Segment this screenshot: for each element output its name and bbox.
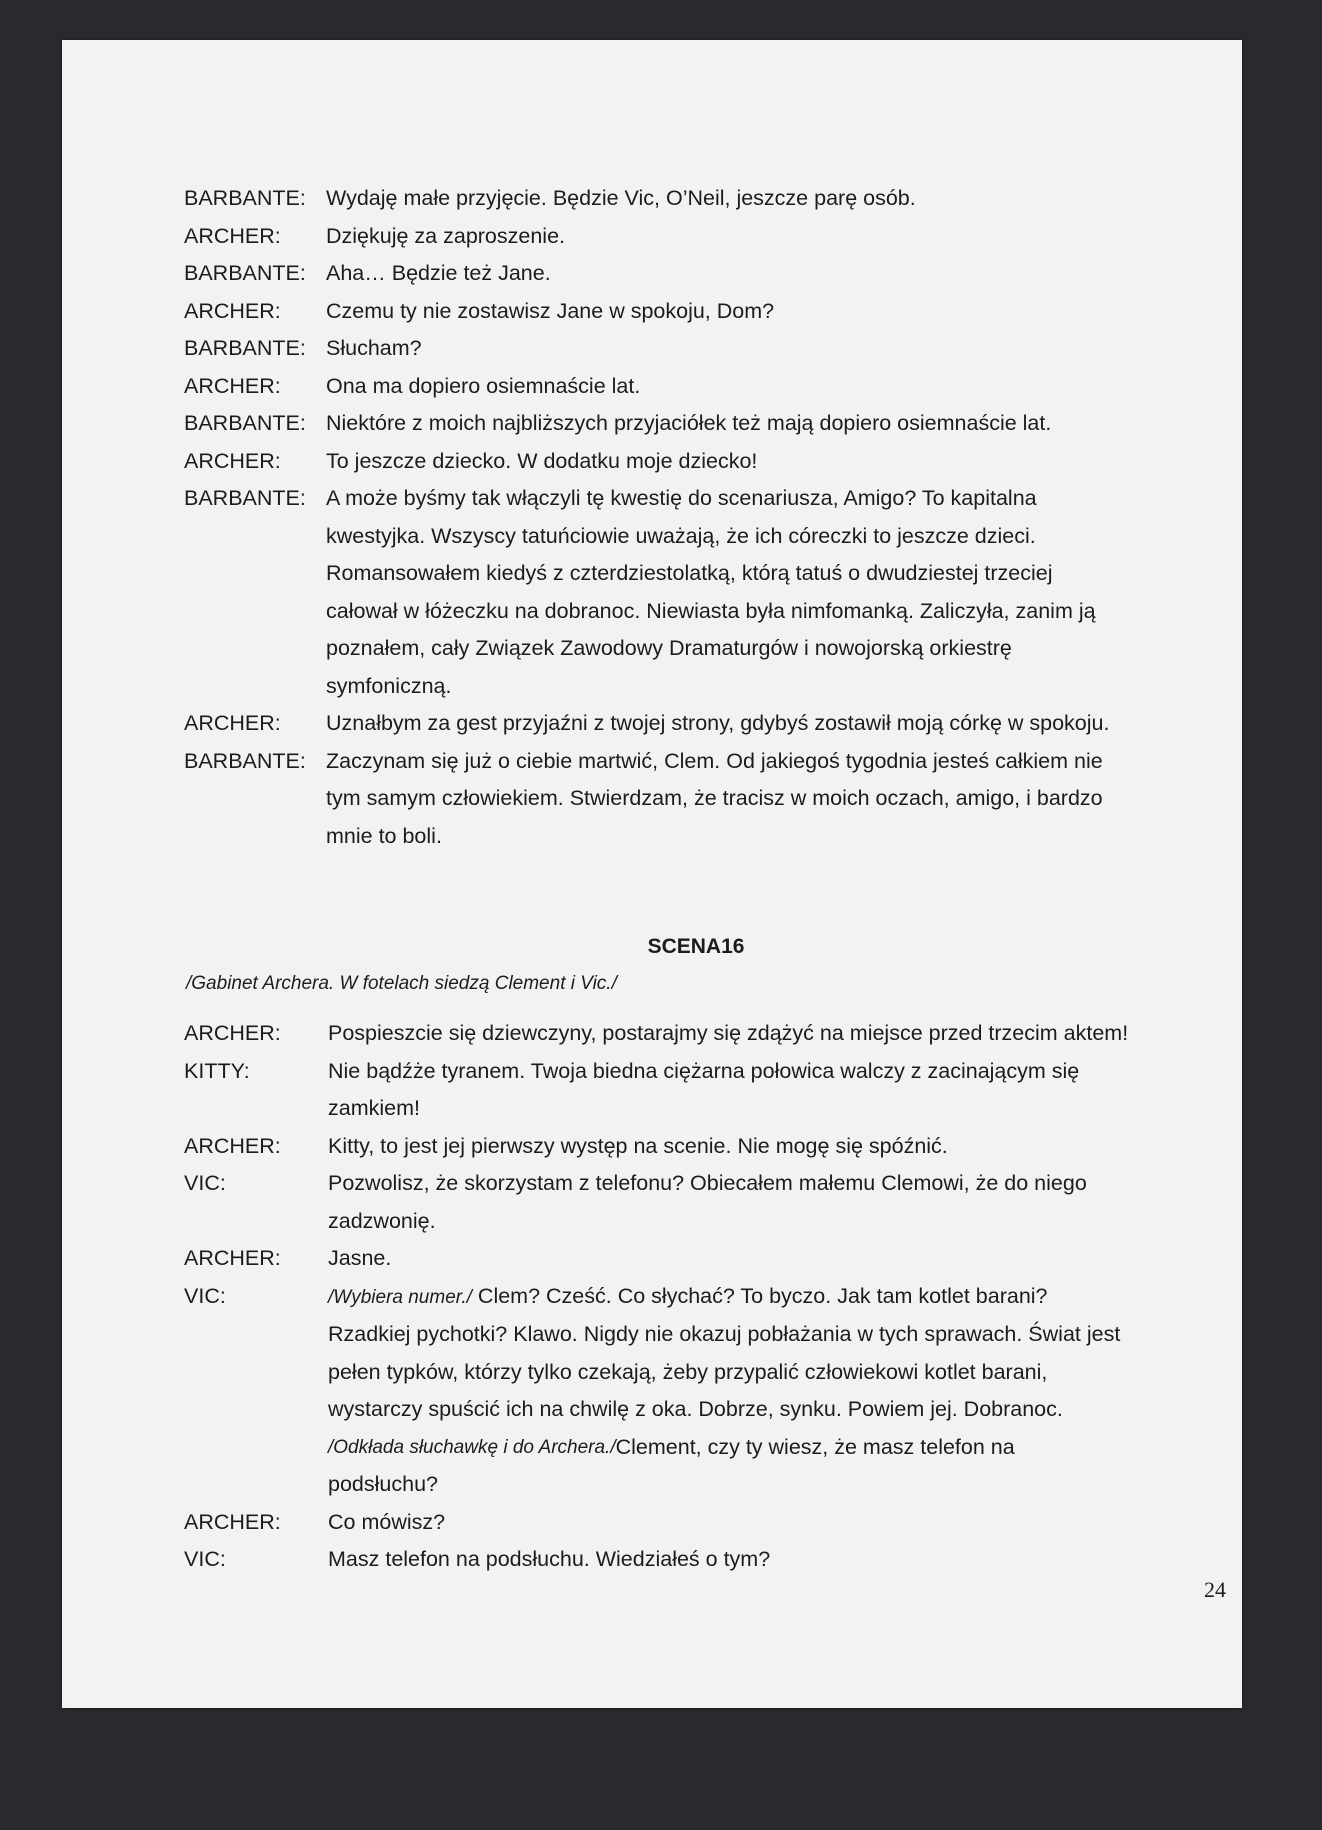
dialogue-text: wystarczy spuścić ich na chwilę z oka. Dobrze, synku. Powiem jej. Dobranoc.: [328, 1397, 1063, 1421]
speaker-name: ARCHER:: [184, 1246, 281, 1270]
dialogue-text: Jasne.: [328, 1246, 392, 1270]
dialogue-text: poznałem, cały Związek Zawodowy Dramaturgów i nowojorską orkiestrę: [326, 636, 1012, 660]
dialogue-text: zamkiem!: [328, 1096, 420, 1120]
speaker-name: ARCHER:: [184, 223, 281, 248]
dialogue-text: Romansowałem kiedyś z czterdziestolatką, którą tatuś o dwudziestej trzeciej: [326, 561, 1053, 585]
speaker-name: ARCHER:: [184, 373, 281, 398]
speaker-name: KITTY:: [184, 1058, 250, 1083]
dialogue-line: [184, 1278, 1144, 1317]
dialogue-text: kwestyjka. Wszyscy tatuńciowie uważają, że ich córeczki to jeszcze dzieci.: [326, 523, 1036, 548]
speaker-name: ARCHER:: [184, 1021, 281, 1045]
dialogue-line: [184, 255, 1144, 293]
dialogue-line: [184, 1015, 1144, 1053]
dialogue-text: Pozwolisz, że skorzystam z telefonu? Obiecałem małemu Clemowi, że do niego: [328, 1171, 1087, 1195]
dialogue-text: całował w łóżeczku na dobranoc. Niewiasta była nimfomanką. Zaliczyła, zanim ją: [326, 598, 1096, 623]
dialogue-text: Nie bądźże tyranem. Twoja biedna ciężarna połowica walczy z zacinającym się: [328, 1058, 1080, 1083]
dialogue-text: To jeszcze dziecko. W dodatku moje dziecko!: [326, 448, 758, 473]
dialogue-text: Co mówisz?: [328, 1509, 446, 1534]
dialogue-text: Słucham?: [326, 336, 422, 360]
dialogue-text: Kitty, to jest jej pierwszy występ na scenie. Nie mogę się spóźnić.: [328, 1133, 948, 1158]
dialogue-line: [184, 1240, 1144, 1278]
speaker-name: BARBANTE:: [184, 486, 306, 510]
dialogue-line: [184, 1165, 1144, 1203]
dialogue-text: Uznałbym za gest przyjaźni z twojej strony, gdybyś zostawił moją córkę w spokoju.: [326, 711, 1110, 735]
dialogue-line: [184, 443, 1144, 481]
inline-stage-direction: /Wybiera numer./: [328, 1286, 472, 1308]
speaker-name: BARBANTE:: [184, 261, 306, 285]
scene-heading-text: SCENA16: [647, 935, 745, 958]
speaker-name: VIC:: [184, 1283, 226, 1308]
dialogue-fragment: Clem? Cześć. Co słychać? To byczo. Jak tam kotlet barani?: [471, 1283, 1048, 1308]
page-number: 24: [1204, 1577, 1226, 1602]
dialogue-text: pełen typków, którzy tylko czekają, żeby przypalić człowiekowi kotlet barani,: [328, 1359, 1048, 1384]
dialogue-text: A może byśmy tak włączyli tę kwestię do scenariusza, Amigo? To kapitalna: [326, 486, 1037, 510]
dialogue-line: [184, 1128, 1144, 1166]
dialogue-text: Czemu ty nie zostawisz Jane w spokoju, Dom?: [326, 298, 775, 323]
dialogue-text: Masz telefon na podsłuchu. Wiedziałeś o tym?: [328, 1547, 771, 1571]
speaker-name: ARCHER:: [184, 298, 281, 323]
dialogue-line: [184, 368, 1144, 406]
speaker-name: VIC:: [184, 1171, 226, 1195]
dialogue-text: Rzadkiej pychotki? Klawo. Nigdy nie okazuj pobłażania w tych sprawach. Świat jest: [328, 1322, 1121, 1346]
dialogue-fragment: Clement, czy ty wiesz, że masz telefon na: [615, 1434, 1015, 1459]
dialogue-text: Niektóre z moich najbliższych przyjaciółek też mają dopiero osiemnaście lat.: [326, 411, 1052, 435]
dialogue-line: [184, 293, 1144, 331]
stage-direction: /Gabinet Archera. W fotelach siedzą Clement i Vic./: [186, 973, 617, 994]
dialogue-line: [184, 405, 1144, 443]
dialogue-text: symfoniczną.: [326, 673, 452, 698]
dialogue-line: [184, 330, 1144, 368]
dialogue-line: [184, 180, 1144, 218]
dialogue-text: [328, 1278, 1144, 1317]
dialogue-text: tym samym człowiekiem. Stwierdzam, że tracisz w moich oczach, amigo, i bardzo: [326, 786, 1103, 810]
dialogue-line: [184, 480, 1144, 518]
dialogue-text: podsłuchu?: [328, 1472, 438, 1496]
dialogue-line: [184, 1541, 1144, 1579]
dialogue-line: [184, 705, 1144, 743]
speaker-name: BARBANTE:: [184, 748, 306, 773]
dialogue-line: [184, 1053, 1144, 1091]
dialogue-text: Aha… Będzie też Jane.: [326, 261, 551, 285]
scene-dialogue-2: [184, 1015, 1144, 1579]
dialogue-text: [184, 1429, 1144, 1467]
dialogue-text: Ona ma dopiero osiemnaście lat.: [326, 373, 641, 398]
dialogue-text: Wydaję małe przyjęcie. Będzie Vic, O’Neil, jeszcze parę osób.: [326, 186, 916, 210]
dialogue-text: Dziękuję za zaproszenie.: [326, 223, 566, 248]
dialogue-line: [184, 743, 1144, 781]
speaker-name: BARBANTE:: [184, 336, 306, 360]
scene-dialogue-1: [184, 180, 1144, 855]
speaker-name: VIC:: [184, 1547, 226, 1571]
dialogue-text: mnie to boli.: [326, 823, 442, 848]
scene-heading: [0, 935, 1322, 959]
speaker-name: ARCHER:: [184, 1509, 281, 1534]
dialogue-text: Pospieszcie się dziewczyny, postarajmy się zdążyć na miejsce przed trzecim aktem!: [328, 1021, 1129, 1045]
dialogue-line: [184, 1504, 1144, 1542]
speaker-name: BARBANTE:: [184, 411, 306, 435]
dialogue-text: zadzwonię.: [328, 1208, 436, 1233]
dialogue-line: [184, 218, 1144, 256]
speaker-name: ARCHER:: [184, 448, 281, 473]
speaker-name: ARCHER:: [184, 1133, 281, 1158]
inline-stage-direction: /Odkłada słuchawkę i do Archera./: [328, 1436, 616, 1458]
dialogue-text: Zaczynam się już o ciebie martwić, Clem. Od jakiegoś tygodnia jesteś całkiem nie: [326, 748, 1103, 773]
speaker-name: ARCHER:: [184, 711, 281, 735]
speaker-name: BARBANTE:: [184, 186, 306, 210]
